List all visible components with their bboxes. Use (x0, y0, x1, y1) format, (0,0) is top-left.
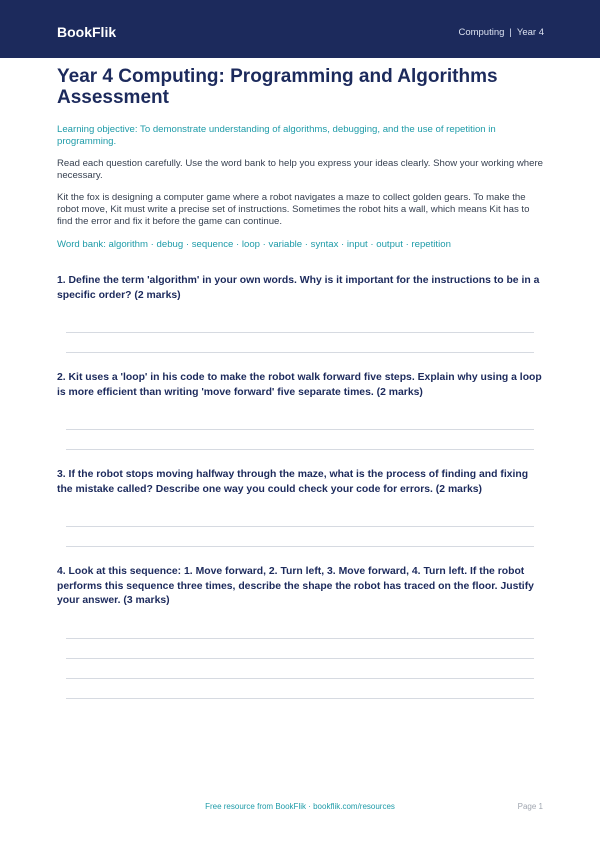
worksheet-content (57, 66, 543, 699)
header-bar (0, 0, 600, 58)
header-meta (458, 27, 544, 39)
answer-line (66, 698, 534, 699)
question-4: 4. Look at this sequence: 1. Move forward, 2. Turn left, 3. Move forward, 4. Turn left. If the robot performs this sequence three times, describe the shape the robot has traced on the floor. Justify your answer. (3 marks) (57, 566, 534, 607)
brand-logo-text[interactable]: BookFlik (57, 24, 117, 40)
header-subject: Computing (458, 27, 505, 38)
page-number: Page 1 (517, 802, 543, 811)
answer-line (66, 658, 534, 659)
word-bank: Word bank: algorithm · debug · sequence · loop · variable · syntax · input · output · repetition (57, 238, 451, 250)
answer-line (66, 449, 534, 450)
scenario-text: Kit the fox is designing a computer game where a robot navigates a maze to collect golden gears. To make the robot move, Kit must write a precise set of instructions. Sometimes the robot hits a wall, which means Kit has to find the error and fix it before the game can continue. (57, 191, 530, 228)
answer-area-3[interactable] (57, 526, 543, 547)
answer-line (66, 526, 534, 527)
header-year: Year 4 (516, 27, 544, 38)
answer-line (66, 546, 534, 547)
answer-line (66, 332, 534, 333)
page-title: Year 4 Computing: Programming and Algorithms Assessment (57, 66, 498, 108)
answer-line (66, 638, 534, 639)
answer-area-4[interactable] (57, 638, 543, 699)
learning-objective: Learning objective: To demonstrate understanding of algorithms, debugging, and the use of repetition in programming. (57, 124, 496, 148)
answer-area-1[interactable] (57, 332, 543, 353)
instructions-text: Read each question carefully. Use the word bank to help you express your ideas clearly. Show your working where necessary. (57, 157, 543, 182)
footer-resource-link[interactable]: Free resource from BookFlik · bookflik.com/resources (205, 802, 395, 811)
header-separator: | (509, 27, 512, 38)
answer-line (66, 678, 534, 679)
question-1: 1. Define the term 'algorithm' in your own words. Why is it important for the instructions to be in a specific order? (2 marks) (57, 275, 540, 301)
question-2: 2. Kit uses a 'loop' in his code to make the robot walk forward five steps. Explain why using a loop is more efficient than writing 'move forward' five separate times. (2 marks) (57, 372, 542, 398)
answer-area-2[interactable] (57, 429, 543, 450)
answer-line (66, 429, 534, 430)
question-3: 3. If the robot stops moving halfway through the maze, what is the process of finding and fixing the mistake called? Describe one way you could check your code for errors. (2 marks) (57, 469, 529, 495)
answer-line (66, 352, 534, 353)
